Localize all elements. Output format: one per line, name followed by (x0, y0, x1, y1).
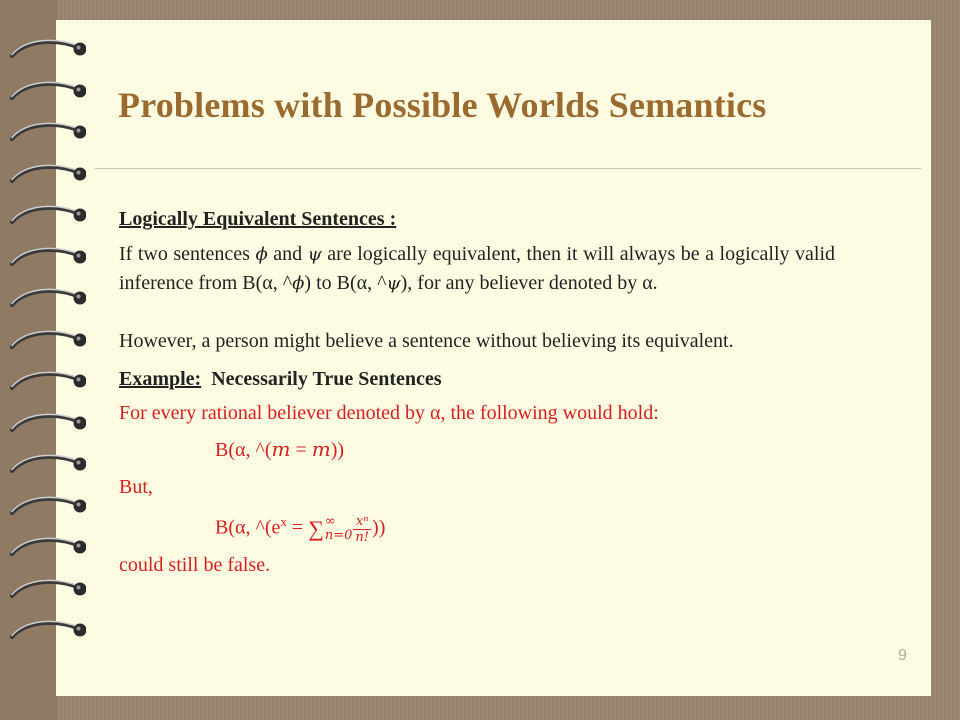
formula-part: )) (330, 439, 345, 461)
slide-title: Problems with Possible Worlds Semantics (118, 85, 767, 125)
sum-lower: n=0 (324, 528, 353, 544)
formula-var: m (271, 437, 291, 461)
para-text: If two sentences (119, 242, 256, 265)
binder-strip (0, 0, 58, 720)
section-heading-equivalent: Logically Equivalent Sentences : (119, 208, 397, 230)
binding-ring (6, 410, 86, 438)
sum-symbol: ∑ (308, 516, 324, 542)
para-text: ), for any believer denoted by α. (400, 272, 658, 294)
binding-ring (6, 576, 86, 604)
para-text: ) to B(α, ^ (304, 272, 387, 294)
red-intro: For every rational believer denoted by α, the following would hold: (119, 401, 659, 424)
phi-symbol: ϕ (292, 273, 305, 294)
example-heading (119, 365, 835, 394)
binding-ring (6, 285, 86, 313)
formula-part: = (286, 516, 309, 539)
page-number: 9 (898, 647, 907, 664)
conclusion-text: could still be false. (119, 553, 271, 576)
sum-upper: ∞ (324, 514, 336, 530)
slide-body (119, 205, 835, 579)
fraction-denominator: n! (355, 529, 370, 545)
paragraph-however: However, a person might believe a sentence without believing its equivalent. (119, 329, 734, 352)
binding-ring (6, 617, 86, 645)
binding-ring (6, 493, 86, 521)
binding-ring (6, 451, 86, 479)
binding-ring (6, 36, 86, 64)
formula-part: )) (372, 516, 386, 539)
binding-ring (6, 534, 86, 562)
binding-ring (6, 161, 86, 189)
para-text: are logically equivalent, then it will always be a logically valid inference from B(α, ^ (119, 242, 835, 294)
formula-tautology (119, 435, 835, 465)
binding-ring (6, 244, 86, 272)
binding-ring (6, 327, 86, 355)
formula-exponential (119, 505, 835, 545)
title-divider (95, 168, 921, 169)
binding-ring (6, 368, 86, 396)
psi-symbol: ψ (386, 273, 401, 294)
formula-part: B(α, ^(e (215, 516, 281, 539)
formula-var: m (311, 437, 331, 461)
psi-symbol: ψ (307, 243, 322, 265)
para-text: and (267, 242, 308, 265)
example-label: Example: (119, 368, 202, 390)
formula-exponent: x (280, 514, 287, 529)
but-text: But, (119, 475, 153, 498)
phi-symbol: ϕ (255, 243, 268, 265)
binding-ring (6, 119, 86, 147)
paragraph-equivalence (119, 240, 835, 299)
fraction-numerator: xⁿ (353, 514, 371, 530)
binding-ring (6, 78, 86, 106)
formula-part: B(α, ^( (215, 439, 272, 461)
sum-limits (325, 515, 353, 543)
example-title: Necessarily True Sentences (211, 368, 442, 390)
formula-part: = (290, 439, 312, 461)
fraction (353, 514, 371, 545)
binding-ring (6, 202, 86, 230)
